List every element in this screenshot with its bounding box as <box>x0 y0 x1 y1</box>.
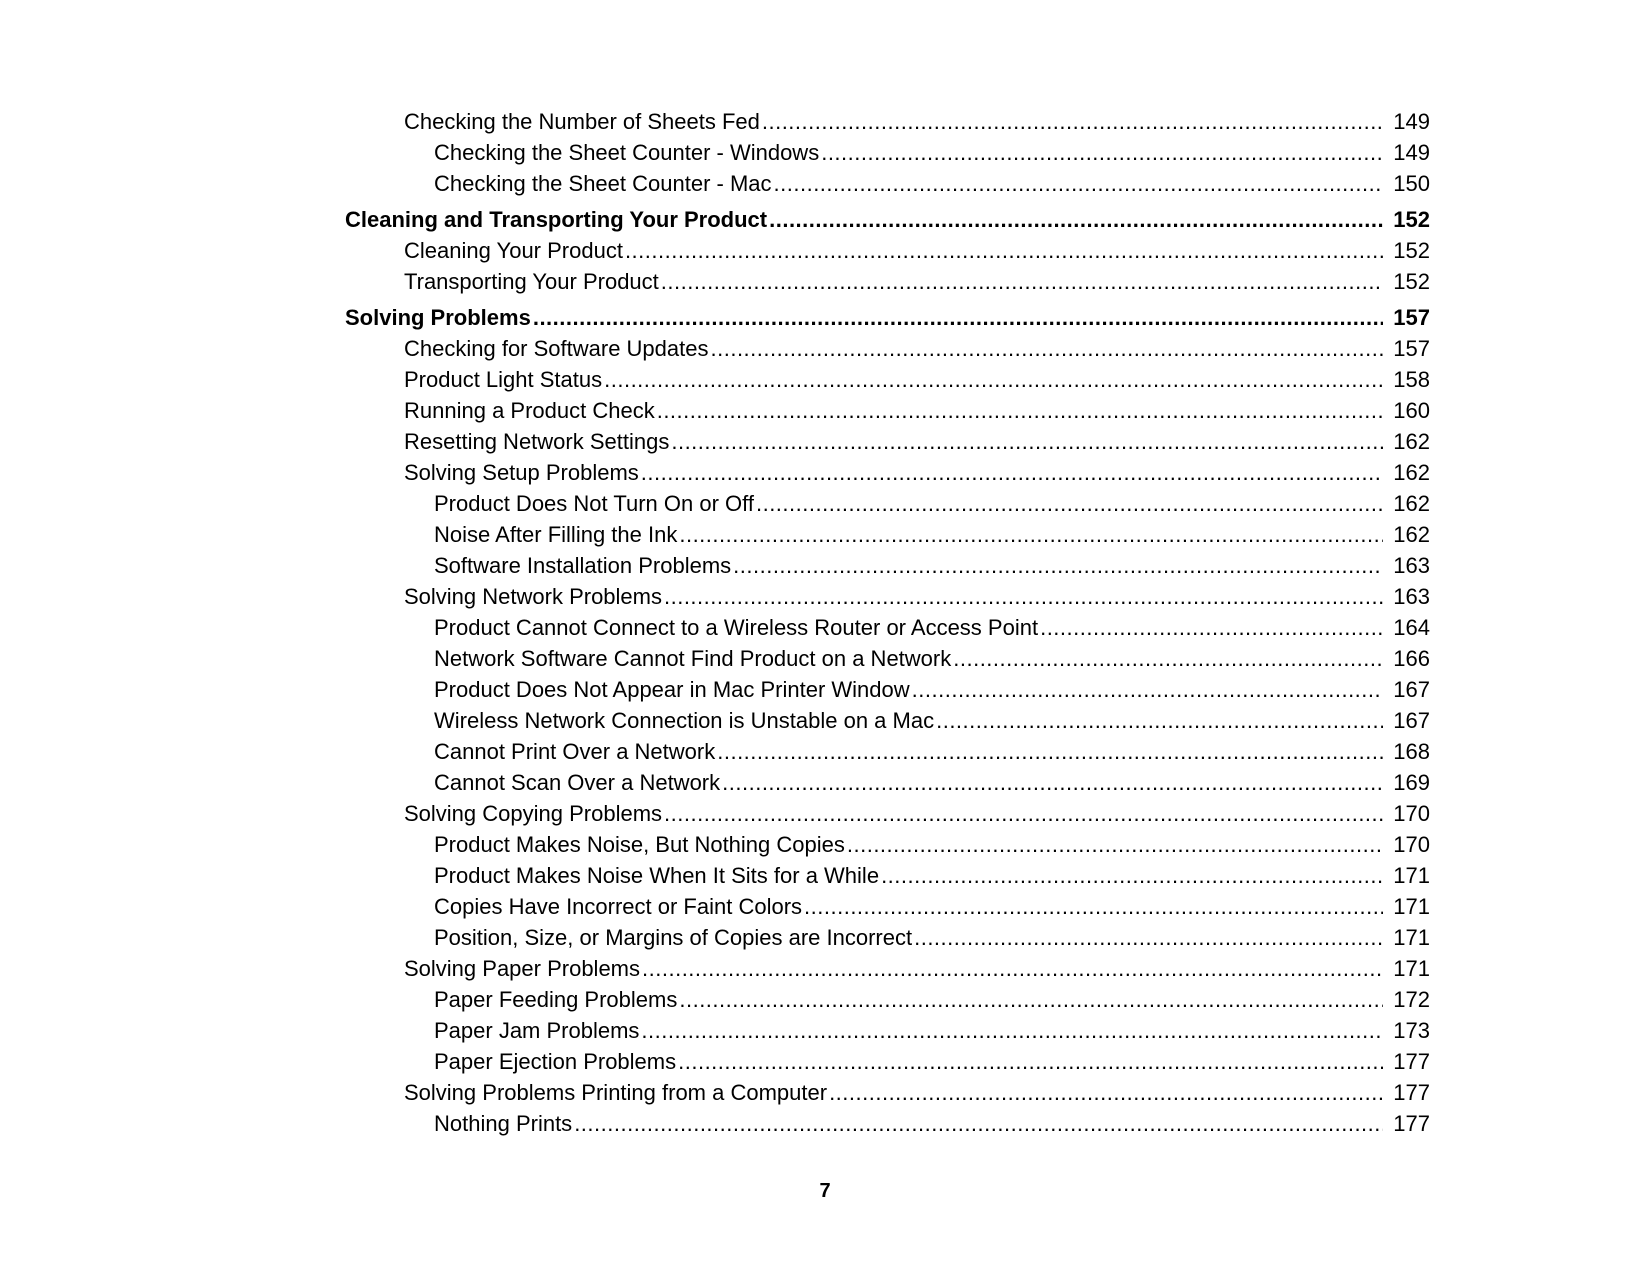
toc-entry[interactable] <box>345 1108 1430 1139</box>
dot-leader <box>642 953 1383 984</box>
toc-entry-title: Solving Copying Problems <box>404 801 663 826</box>
toc-entry-title: Checking the Sheet Counter - Windows <box>434 140 820 165</box>
toc-entry-page: 172 <box>1393 987 1430 1012</box>
toc-entry-page: 158 <box>1393 367 1430 392</box>
toc-entry-page: 173 <box>1393 1018 1430 1043</box>
dot-leader <box>671 426 1383 457</box>
dot-leader <box>625 235 1383 266</box>
toc-section-heading[interactable] <box>345 302 1430 333</box>
toc-entry-title: Paper Ejection Problems <box>434 1049 677 1074</box>
dot-leader <box>847 829 1383 860</box>
toc-entry[interactable] <box>345 953 1430 984</box>
toc-entry-title: Resetting Network Settings <box>404 429 670 454</box>
toc-entry-title: Checking for Software Updates <box>404 336 709 361</box>
toc-entry-title: Checking the Number of Sheets Fed <box>404 109 760 134</box>
dot-leader <box>953 643 1383 674</box>
toc-entry-title: Cannot Scan Over a Network <box>434 770 721 795</box>
toc-entry-page: 162 <box>1393 429 1430 454</box>
toc-entry-title: Product Does Not Appear in Mac Printer Window <box>434 677 910 702</box>
dot-leader <box>762 106 1383 137</box>
toc-entry[interactable] <box>345 364 1430 395</box>
toc-entry-page: 171 <box>1393 863 1430 888</box>
toc-entry[interactable] <box>345 457 1430 488</box>
toc-entry[interactable] <box>345 1077 1430 1108</box>
dot-leader <box>769 204 1383 235</box>
toc-entry[interactable] <box>345 891 1430 922</box>
toc-entry-title: Wireless Network Connection is Unstable on a Mac <box>434 708 935 733</box>
dot-leader <box>829 1077 1383 1108</box>
toc-entry-page: 171 <box>1393 956 1430 981</box>
toc-entry-title: Cleaning Your Product <box>404 238 623 263</box>
dot-leader <box>604 364 1383 395</box>
toc-entry[interactable] <box>345 137 1430 168</box>
toc-entry-title: Cannot Print Over a Network <box>434 739 716 764</box>
toc-entry-title: Solving Network Problems <box>404 584 662 609</box>
toc-entry-title: Product Cannot Connect to a Wireless Router or Access Point <box>434 615 1039 640</box>
toc-entry-page: 167 <box>1393 677 1430 702</box>
dot-leader <box>1040 612 1383 643</box>
dot-leader <box>936 705 1383 736</box>
dot-leader <box>661 266 1383 297</box>
toc-entry-page: 149 <box>1393 109 1430 134</box>
toc-entry[interactable] <box>345 674 1430 705</box>
toc-entry[interactable] <box>345 922 1430 953</box>
toc-entry-page: 162 <box>1393 522 1430 547</box>
dot-leader <box>821 137 1383 168</box>
toc-entry-title: Paper Feeding Problems <box>434 987 678 1012</box>
dot-leader <box>733 550 1383 581</box>
toc-entry-page: 152 <box>1393 238 1430 263</box>
toc-entry[interactable] <box>345 736 1430 767</box>
toc-entry[interactable] <box>345 798 1430 829</box>
toc-entry[interactable] <box>345 550 1430 581</box>
toc-entry-page: 177 <box>1393 1080 1430 1105</box>
toc-entry-title: Solving Paper Problems <box>404 956 641 981</box>
toc-entry[interactable] <box>345 426 1430 457</box>
toc-entry-page: 160 <box>1393 398 1430 423</box>
dot-leader <box>881 860 1383 891</box>
toc-entry-title: Running a Product Check <box>404 398 655 423</box>
toc-entry-title: Checking the Sheet Counter - Mac <box>434 171 772 196</box>
toc-entry-page: 157 <box>1393 336 1430 361</box>
toc-entry[interactable] <box>345 643 1430 674</box>
toc-entry[interactable] <box>345 829 1430 860</box>
dot-leader <box>912 674 1384 705</box>
toc-entry[interactable] <box>345 1015 1430 1046</box>
dot-leader <box>722 767 1383 798</box>
toc-entry-page: 166 <box>1393 646 1430 671</box>
toc-entry[interactable] <box>345 767 1430 798</box>
dot-leader <box>641 457 1383 488</box>
toc-entry-title: Product Light Status <box>404 367 603 392</box>
toc-entry-page: 171 <box>1393 894 1430 919</box>
toc-entry[interactable] <box>345 519 1430 550</box>
toc-entry-title: Product Makes Noise When It Sits for a While <box>434 863 880 888</box>
toc-entry-page: 167 <box>1393 708 1430 733</box>
toc-entry-title: Software Installation Problems <box>434 553 732 578</box>
toc-entry-page: 171 <box>1393 925 1430 950</box>
toc-entry[interactable] <box>345 488 1430 519</box>
toc-section-heading[interactable] <box>345 204 1430 235</box>
toc-entry-page: 150 <box>1393 171 1430 196</box>
dot-leader <box>774 168 1384 199</box>
toc-entry-title: Solving Problems <box>345 305 531 330</box>
toc-entry-title: Position, Size, or Margins of Copies are Incorrect <box>434 925 913 950</box>
toc-entry-title: Cleaning and Transporting Your Product <box>345 207 768 232</box>
dot-leader <box>804 891 1383 922</box>
toc-entry[interactable] <box>345 106 1430 137</box>
toc-entry[interactable] <box>345 860 1430 891</box>
toc-entry[interactable] <box>345 612 1430 643</box>
dot-leader <box>533 302 1383 333</box>
dot-leader <box>664 581 1383 612</box>
toc-entry-page: 164 <box>1393 615 1430 640</box>
toc-entry[interactable] <box>345 168 1430 199</box>
toc-entry-page: 157 <box>1393 305 1430 330</box>
toc-entry[interactable] <box>345 705 1430 736</box>
dot-leader <box>679 984 1383 1015</box>
dot-leader <box>711 333 1384 364</box>
toc-entry-page: 170 <box>1393 832 1430 857</box>
dot-leader <box>657 395 1384 426</box>
toc-entry-title: Product Does Not Turn On or Off <box>434 491 754 516</box>
toc-entry-title: Solving Problems Printing from a Computer <box>404 1080 828 1105</box>
dot-leader <box>574 1108 1383 1139</box>
toc-entry-page: 152 <box>1393 269 1430 294</box>
toc-entry-page: 149 <box>1393 140 1430 165</box>
toc-entry-title: Nothing Prints <box>434 1111 573 1136</box>
table-of-contents <box>345 106 1430 1139</box>
toc-entry-title: Product Makes Noise, But Nothing Copies <box>434 832 845 857</box>
toc-entry[interactable] <box>345 235 1430 266</box>
toc-entry-title: Solving Setup Problems <box>404 460 639 485</box>
toc-entry-title: Noise After Filling the Ink <box>434 522 678 547</box>
toc-entry-title: Paper Jam Problems <box>434 1018 640 1043</box>
toc-entry[interactable] <box>345 266 1430 297</box>
toc-entry-page: 177 <box>1393 1111 1430 1136</box>
toc-entry-title: Copies Have Incorrect or Faint Colors <box>434 894 803 919</box>
toc-entry-page: 177 <box>1393 1049 1430 1074</box>
toc-entry-page: 162 <box>1393 491 1430 516</box>
toc-entry-page: 169 <box>1393 770 1430 795</box>
toc-entry[interactable] <box>345 984 1430 1015</box>
toc-entry-page: 170 <box>1393 801 1430 826</box>
toc-entry-page: 168 <box>1393 739 1430 764</box>
toc-entry-page: 152 <box>1393 207 1430 232</box>
page-number: 7 <box>819 1180 831 1202</box>
toc-entry[interactable] <box>345 1046 1430 1077</box>
dot-leader <box>678 1046 1383 1077</box>
dot-leader <box>679 519 1383 550</box>
dot-leader <box>914 922 1383 953</box>
toc-entry-page: 162 <box>1393 460 1430 485</box>
toc-entry-page: 163 <box>1393 584 1430 609</box>
dot-leader <box>717 736 1383 767</box>
toc-entry[interactable] <box>345 581 1430 612</box>
dot-leader <box>664 798 1383 829</box>
toc-entry-title: Transporting Your Product <box>404 269 659 294</box>
toc-entry[interactable] <box>345 333 1430 364</box>
toc-entry-title: Network Software Cannot Find Product on a Network <box>434 646 952 671</box>
toc-entry-page: 163 <box>1393 553 1430 578</box>
dot-leader <box>756 488 1383 519</box>
toc-entry[interactable] <box>345 395 1430 426</box>
dot-leader <box>641 1015 1383 1046</box>
